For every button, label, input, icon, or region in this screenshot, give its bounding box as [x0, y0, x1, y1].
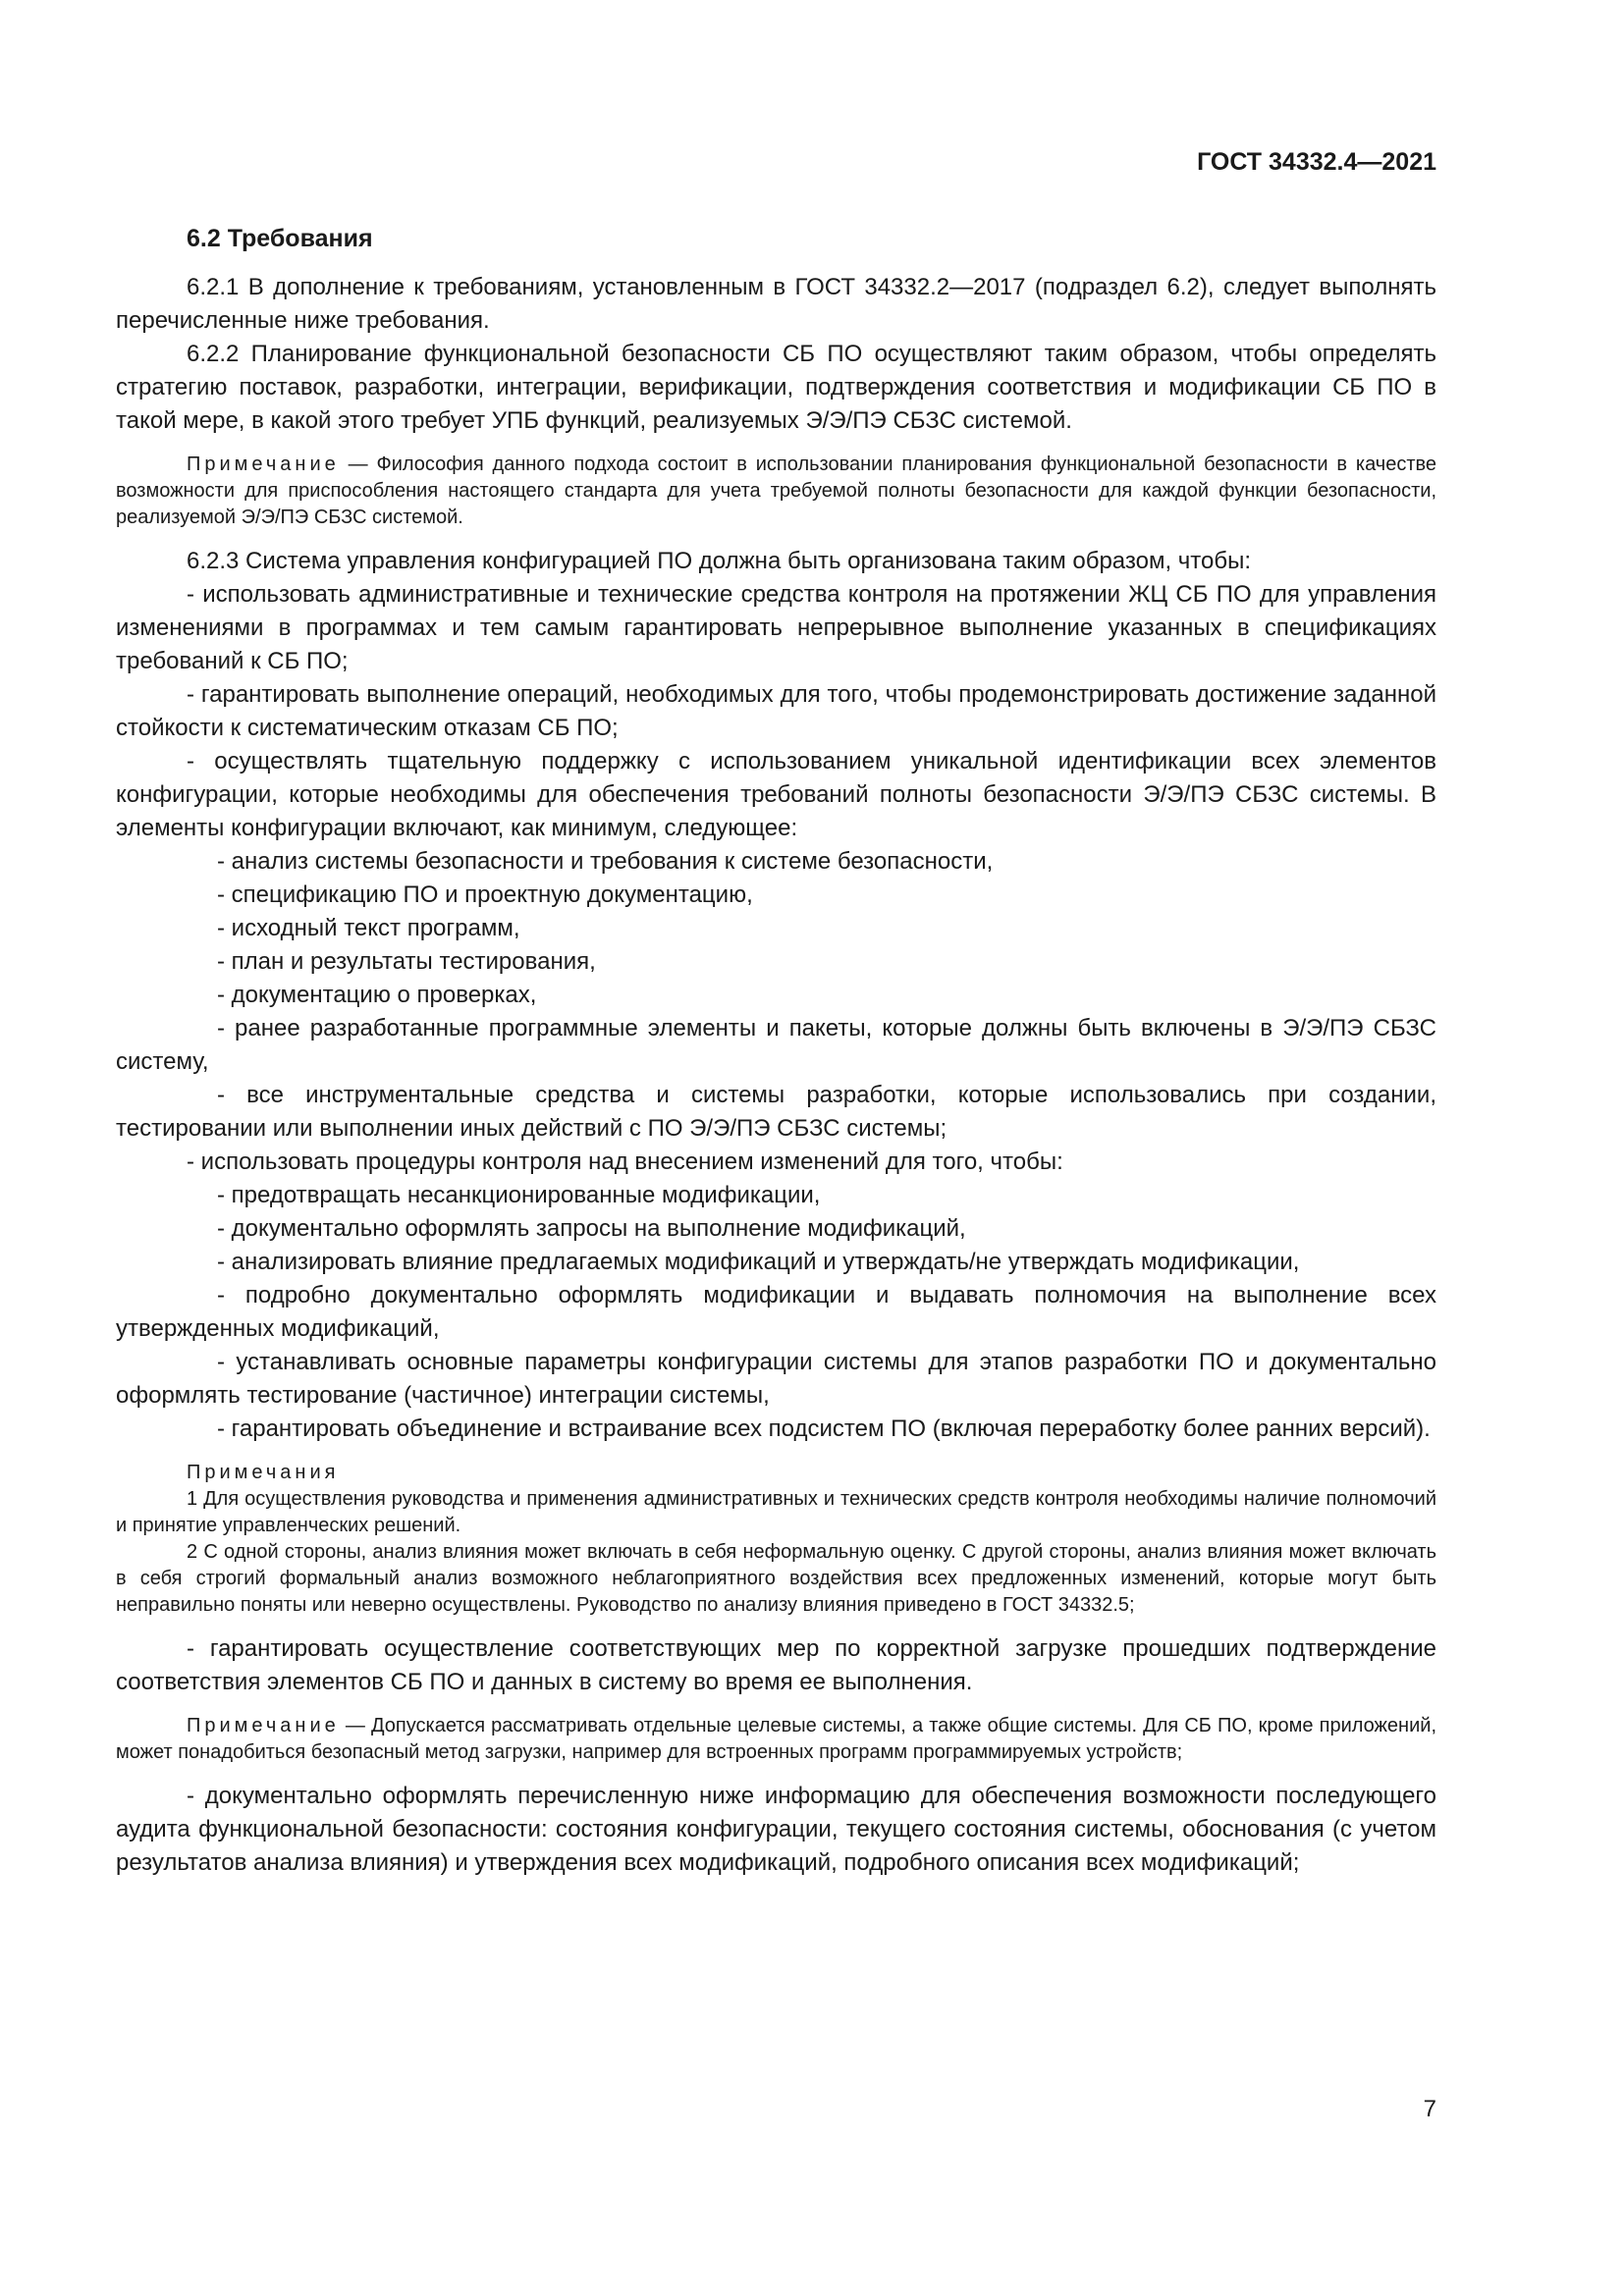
note-label: Примечание [187, 454, 340, 475]
note-text: — Философия данного подхода состоит в использовании планирования функциональной безопасности в качестве возможности для приспособления настоящего стандарта для учета требуемой полноты безопасности для каждой функции безопасности, реализуемой Э/Э/ПЭ СБЗС системой. [116, 454, 1436, 528]
config-item: - все инструментальные средства и системы разработки, которые использовались при создании, тестировании или выполнении иных действий с ПО Э/Э/ПЭ СБЗС системы; [116, 1082, 1436, 1142]
paragraph-6-2-1: 6.2.1 В дополнение к требованиям, установленным в ГОСТ 34332.2—2017 (подраздел 6.2), следует выполнять перечисленные ниже требования. [116, 274, 1436, 334]
change-control-item: - документально оформлять запросы на выполнение модификаций, [217, 1215, 966, 1242]
list-item: - осуществлять тщательную поддержку с использованием уникальной идентификации всех элементов конфигурации, которые необходимы для обеспечения требований полноты безопасности Э/Э/ПЭ СБЗС системы. В элементы конфигурации включают, как минимум, следующее: [116, 748, 1436, 841]
change-control-item: - гарантировать объединение и встраивание всех подсистем ПО (включая переработку более ранних версий). [217, 1415, 1431, 1442]
list-item: - гарантировать осуществление соответствующих мер по корректной загрузке прошедших подтверждение соответствия элементов СБ ПО и данных в систему во время ее выполнения. [116, 1635, 1436, 1695]
page-number: 7 [1423, 2096, 1436, 2122]
paragraph-6-2-3: 6.2.3 Система управления конфигурацией ПО должна быть организована таким образом, чтобы: [187, 548, 1252, 574]
page-content [116, 222, 1436, 1880]
section-heading: 6.2 Требования [187, 225, 373, 252]
list-item: - гарантировать выполнение операций, необходимых для того, чтобы продемонстрировать достижение заданной стойкости к систематическим отказам СБ ПО; [116, 681, 1436, 741]
config-item: - исходный текст программ, [217, 915, 520, 941]
note-philosophy [116, 452, 1436, 531]
change-control-item: - предотвращать несанкционированные модификации, [217, 1182, 821, 1208]
config-item: - план и результаты тестирования, [217, 948, 596, 975]
note-item: 2 С одной стороны, анализ влияния может включать в себя неформальную оценку. С другой стороны, анализ влияния может включать в себя строгий формальный анализ возможного неблагоприятного воздействия всех предложенных изменений, которые могут быть неправильно поняты или неверно осуществлены. Руководство по анализу влияния приведено в ГОСТ 34332.5; [116, 1541, 1436, 1616]
config-item: - анализ системы безопасности и требования к системе безопасности, [217, 848, 994, 875]
note-item: 1 Для осуществления руководства и применения административных и технических средств контроля необходимы наличие полномочий и принятие управленческих решений. [116, 1488, 1436, 1536]
config-item: - документацию о проверках, [217, 982, 537, 1008]
notes-block [116, 1460, 1436, 1619]
document-id-header: ГОСТ 34332.4—2021 [1197, 148, 1436, 176]
config-item: - спецификацию ПО и проектную документацию, [217, 881, 753, 908]
notes-title: Примечания [187, 1462, 340, 1483]
list-item: - использовать процедуры контроля над внесением изменений для того, чтобы: [187, 1148, 1063, 1175]
list-item: - документально оформлять перечисленную ниже информацию для обеспечения возможности последующего аудита функциональной безопасности: состояния конфигурации, текущего состояния системы, обоснования (с учетом результатов анализа влияния) и утверждения всех модификаций, подробного описания всех модификаций; [116, 1783, 1436, 1876]
change-control-item: - анализировать влияние предлагаемых модификаций и утверждать/не утверждать модификации, [217, 1249, 1300, 1275]
paragraph-6-2-2: 6.2.2 Планирование функциональной безопасности СБ ПО осуществляют таким образом, чтобы определять стратегию поставок, разработки, интеграции, верификации, подтверждения соответствия и модификации СБ ПО в такой мере, в какой этого требует УПБ функций, реализуемых Э/Э/ПЭ СБЗС системой. [116, 341, 1436, 434]
change-control-item: - подробно документально оформлять модификации и выдавать полномочия на выполнение всех утвержденных модификаций, [116, 1282, 1436, 1342]
note-text: — Допускается рассматривать отдельные целевые системы, а также общие системы. Для СБ ПО, кроме приложений, может понадобиться безопасный метод загрузки, например для встроенных программ программируемых устройств; [116, 1715, 1436, 1763]
change-control-item: - устанавливать основные параметры конфигурации системы для этапов разработки ПО и документально оформлять тестирование (частичное) интеграции системы, [116, 1349, 1436, 1409]
note-loading [116, 1713, 1436, 1766]
note-label: Примечание [187, 1715, 340, 1736]
list-item: - использовать административные и технические средства контроля на протяжении ЖЦ СБ ПО для управления изменениями в программах и тем самым гарантировать непрерывное выполнение указанных в спецификациях требований к СБ ПО; [116, 581, 1436, 674]
config-item: - ранее разработанные программные элементы и пакеты, которые должны быть включены в Э/Э/ПЭ СБЗС систему, [116, 1015, 1436, 1075]
